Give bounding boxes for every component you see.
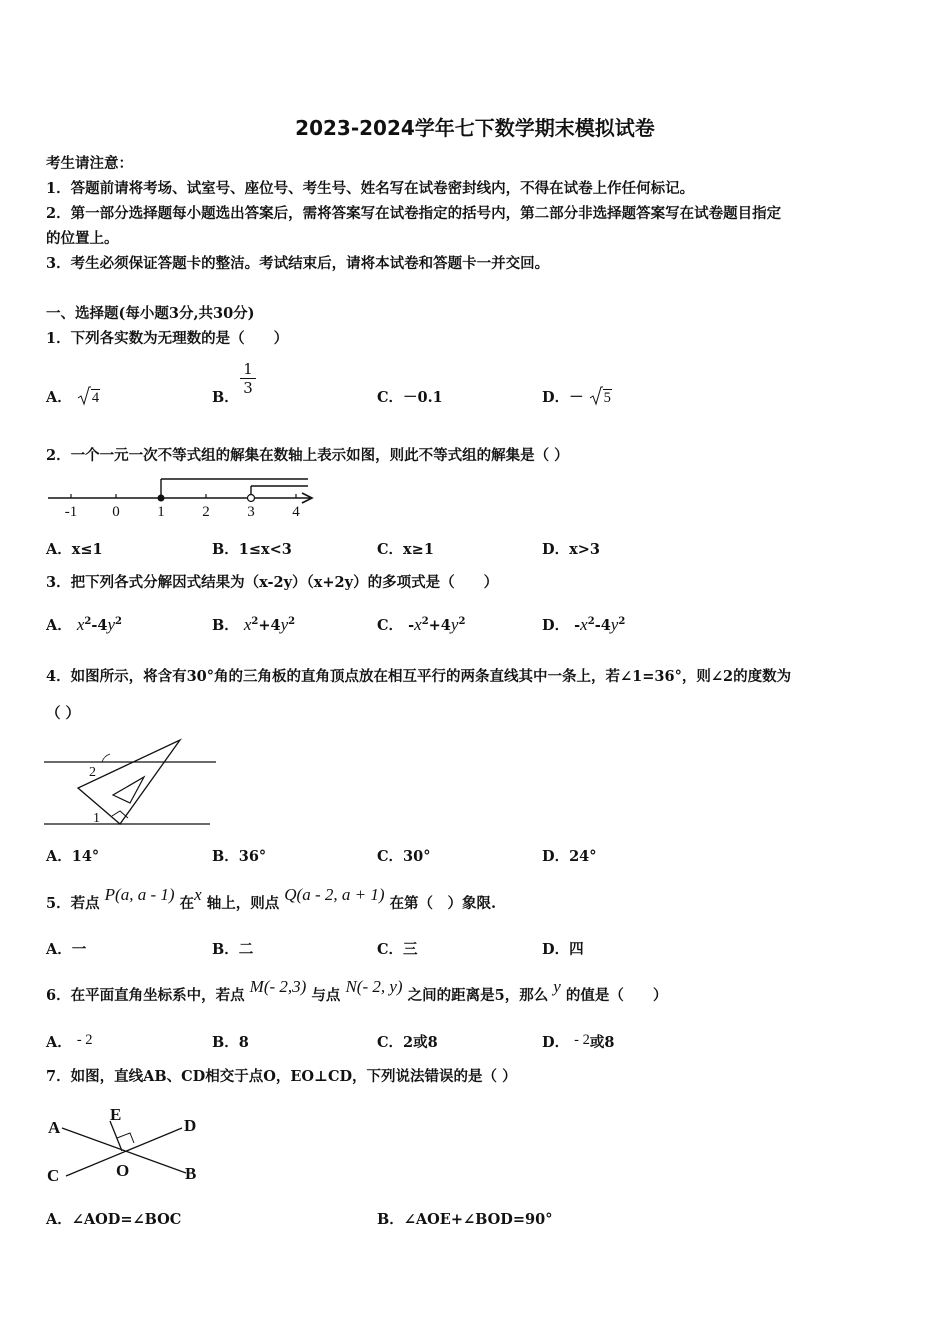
q6-option-a-label: A． [46,1034,72,1051]
intersecting-lines-figure [44,1100,209,1192]
q6-option-c: C．2或8 [377,1034,438,1051]
q1-option-a-label: A． [46,389,72,406]
page-title: 2023-2024学年七下数学期末模拟试卷 [295,116,655,140]
number-line-figure [46,472,326,522]
notice-item-1: 1．答题前请将考场、试室号、座位号、考生号、姓名写在试卷密封线内，不得在试卷上作任何标记。 [46,180,695,197]
point-label-o: O [116,1161,130,1180]
tick-label: 2 [202,504,210,520]
coefficient: -4 [91,617,108,634]
q7-option-b: B．∠AOE+∠BOD=90° [377,1211,553,1228]
q2-option-b: B．1≤x<3 [212,541,292,558]
q6-option-d [542,1031,614,1052]
q1-option-d [542,386,612,407]
q3-option-c [377,614,465,635]
math-x: x [76,615,85,634]
q2-stem: 2．一个一元一次不等式组的解集在数轴上表示如图，则此不等式组的解集是（ ） [46,447,569,464]
right-angle-mark [117,1133,134,1143]
triangle-ruler-inner [113,777,144,803]
tick-label: 3 [247,504,255,520]
exponent: 2 [618,616,626,628]
tick-label: 1 [157,504,165,520]
q6-stem-pre: 6．在平面直角坐标系中，若点 [46,987,245,1004]
math-y: y [450,615,459,634]
section-heading: 一、选择题(每小题3分,共30分) [46,305,255,322]
q6-option-d-value: - 2 [574,1032,590,1048]
math-y: y [280,615,289,634]
q6-option-a [46,1031,93,1052]
q1-option-b [212,386,239,407]
coefficient: -4 [594,617,611,634]
q6-stem [46,976,668,1004]
exponent: 2 [115,616,122,628]
q6-option-b: B．8 [212,1034,249,1051]
math-x: x [243,615,252,634]
q1-option-c: C．－0.1 [377,389,443,406]
angle-label-1: 1 [93,811,100,826]
notice-item-2-cont: 的位置上。 [46,230,119,247]
q7-option-a: A．∠AOD=∠BOC [46,1211,182,1228]
q5-stem [46,884,497,912]
q3-option-c-label: C． [377,617,404,634]
notice-item-3: 3．考生必须保证答题卡的整洁。考试结束后，请将本试卷和答题卡一并交回。 [46,255,550,272]
exponent: 2 [251,616,259,628]
q5-option-a: A．一 [46,941,87,958]
q4-option-d: D．24° [542,848,597,865]
point-label-e: E [110,1105,122,1124]
point-label-c: C [47,1166,60,1185]
q1-option-d-label: D．－ [542,389,584,406]
exponent: 2 [84,616,92,628]
q5-stem-mid2: 轴上，则点 [206,895,280,912]
math-x: x [580,615,588,634]
q3-option-b [212,614,295,635]
point-p: P(a, a - 1) [104,885,175,904]
q7-stem: 7．如图，直线AB、CD相交于点O，EO⊥CD，下列说法错误的是（ ） [46,1068,517,1085]
exponent: 2 [587,616,595,628]
q3-option-a [46,614,122,635]
q4-option-a: A．14° [46,848,100,865]
triangle-ruler-figure [44,736,220,832]
fraction-denominator: 3 [240,378,256,397]
closed-dot-icon [158,495,165,502]
q4-stem-cont: （ ） [46,705,81,722]
q1-option-b-label: B． [212,389,239,406]
notice-heading: 考生请注意： [46,155,133,172]
q3-option-d-label: D． [542,617,570,634]
sqrt-icon [589,386,603,404]
point-q: Q(a - 2, a + 1) [284,885,385,904]
q3-stem: 3．把下列各式分解因式结果为（x-2y）（x+2y）的多项式是（ ） [46,574,499,591]
q2-option-a: A．x≤1 [46,541,103,558]
q4-option-c: C．30° [377,848,431,865]
point-m: M(- 2,3) [249,977,307,996]
q1-stem: 1．下列各实数为无理数的是（ ） [46,330,289,347]
q1-option-a-radicand: 4 [91,390,100,406]
q4-option-b: B．36° [212,848,267,865]
q5-stem-mid1: 在 [179,895,195,912]
math-y: y [610,615,619,634]
point-label-a: A [48,1118,61,1137]
coefficient: +4 [428,617,451,634]
q5-stem-pre: 5．若点 [46,895,100,912]
minus-sign: - [408,617,415,634]
exponent: 2 [458,616,466,628]
q5-option-c: C．三 [377,941,418,958]
q6-option-d-post: 或8 [589,1034,615,1051]
exponent: 2 [288,616,296,628]
sqrt-icon [77,386,91,404]
q5-stem-post: 在第（ ）象限. [389,895,497,912]
tick-label: 4 [292,504,300,520]
angle-label-2: 2 [89,765,96,780]
q1-option-d-radicand: 5 [603,390,611,406]
angle-2-arc [102,754,110,762]
fraction-numerator: 1 [243,360,253,378]
q3-option-d [542,614,625,635]
q6-option-a-value: - 2 [76,1032,93,1048]
tick-label: -1 [64,504,78,520]
q6-stem-post2: 的值是（ ） [565,987,668,1004]
point-label-d: D [184,1116,197,1135]
notice-item-2: 2．第一部分选择题每小题选出答案后，需将答案写在试卷指定的括号内，第二部分非选择题答案写在试卷题目指定 [46,205,782,222]
point-n: N(- 2, y) [345,977,403,996]
minus-sign: - [574,617,581,634]
q5-option-d: D．四 [542,941,584,958]
open-dot-icon [248,495,255,502]
q1-option-b-fraction [240,360,256,397]
q3-option-a-label: A． [46,617,72,634]
math-y: y [553,977,561,996]
q2-option-c: C．x≥1 [377,541,434,558]
coefficient: +4 [258,617,281,634]
tick-label: 0 [112,504,120,520]
q6-stem-post1: 之间的距离是5，那么 [407,987,549,1004]
math-x: x [414,615,422,634]
math-y: y [107,615,115,634]
q4-stem: 4．如图所示，将含有30°角的三角板的直角顶点放在相互平行的两条直线其中一条上，若∠1=36°，则∠2的度数为 [46,668,792,685]
q1-option-a [46,386,100,407]
q3-option-b-label: B． [212,617,239,634]
point-label-b: B [185,1164,197,1183]
math-x: x [194,885,202,904]
q5-option-b: B．二 [212,941,254,958]
q6-option-d-label: D． [542,1034,570,1051]
q6-stem-mid: 与点 [311,987,341,1004]
exponent: 2 [421,616,429,628]
q2-option-d: D．x>3 [542,541,600,558]
